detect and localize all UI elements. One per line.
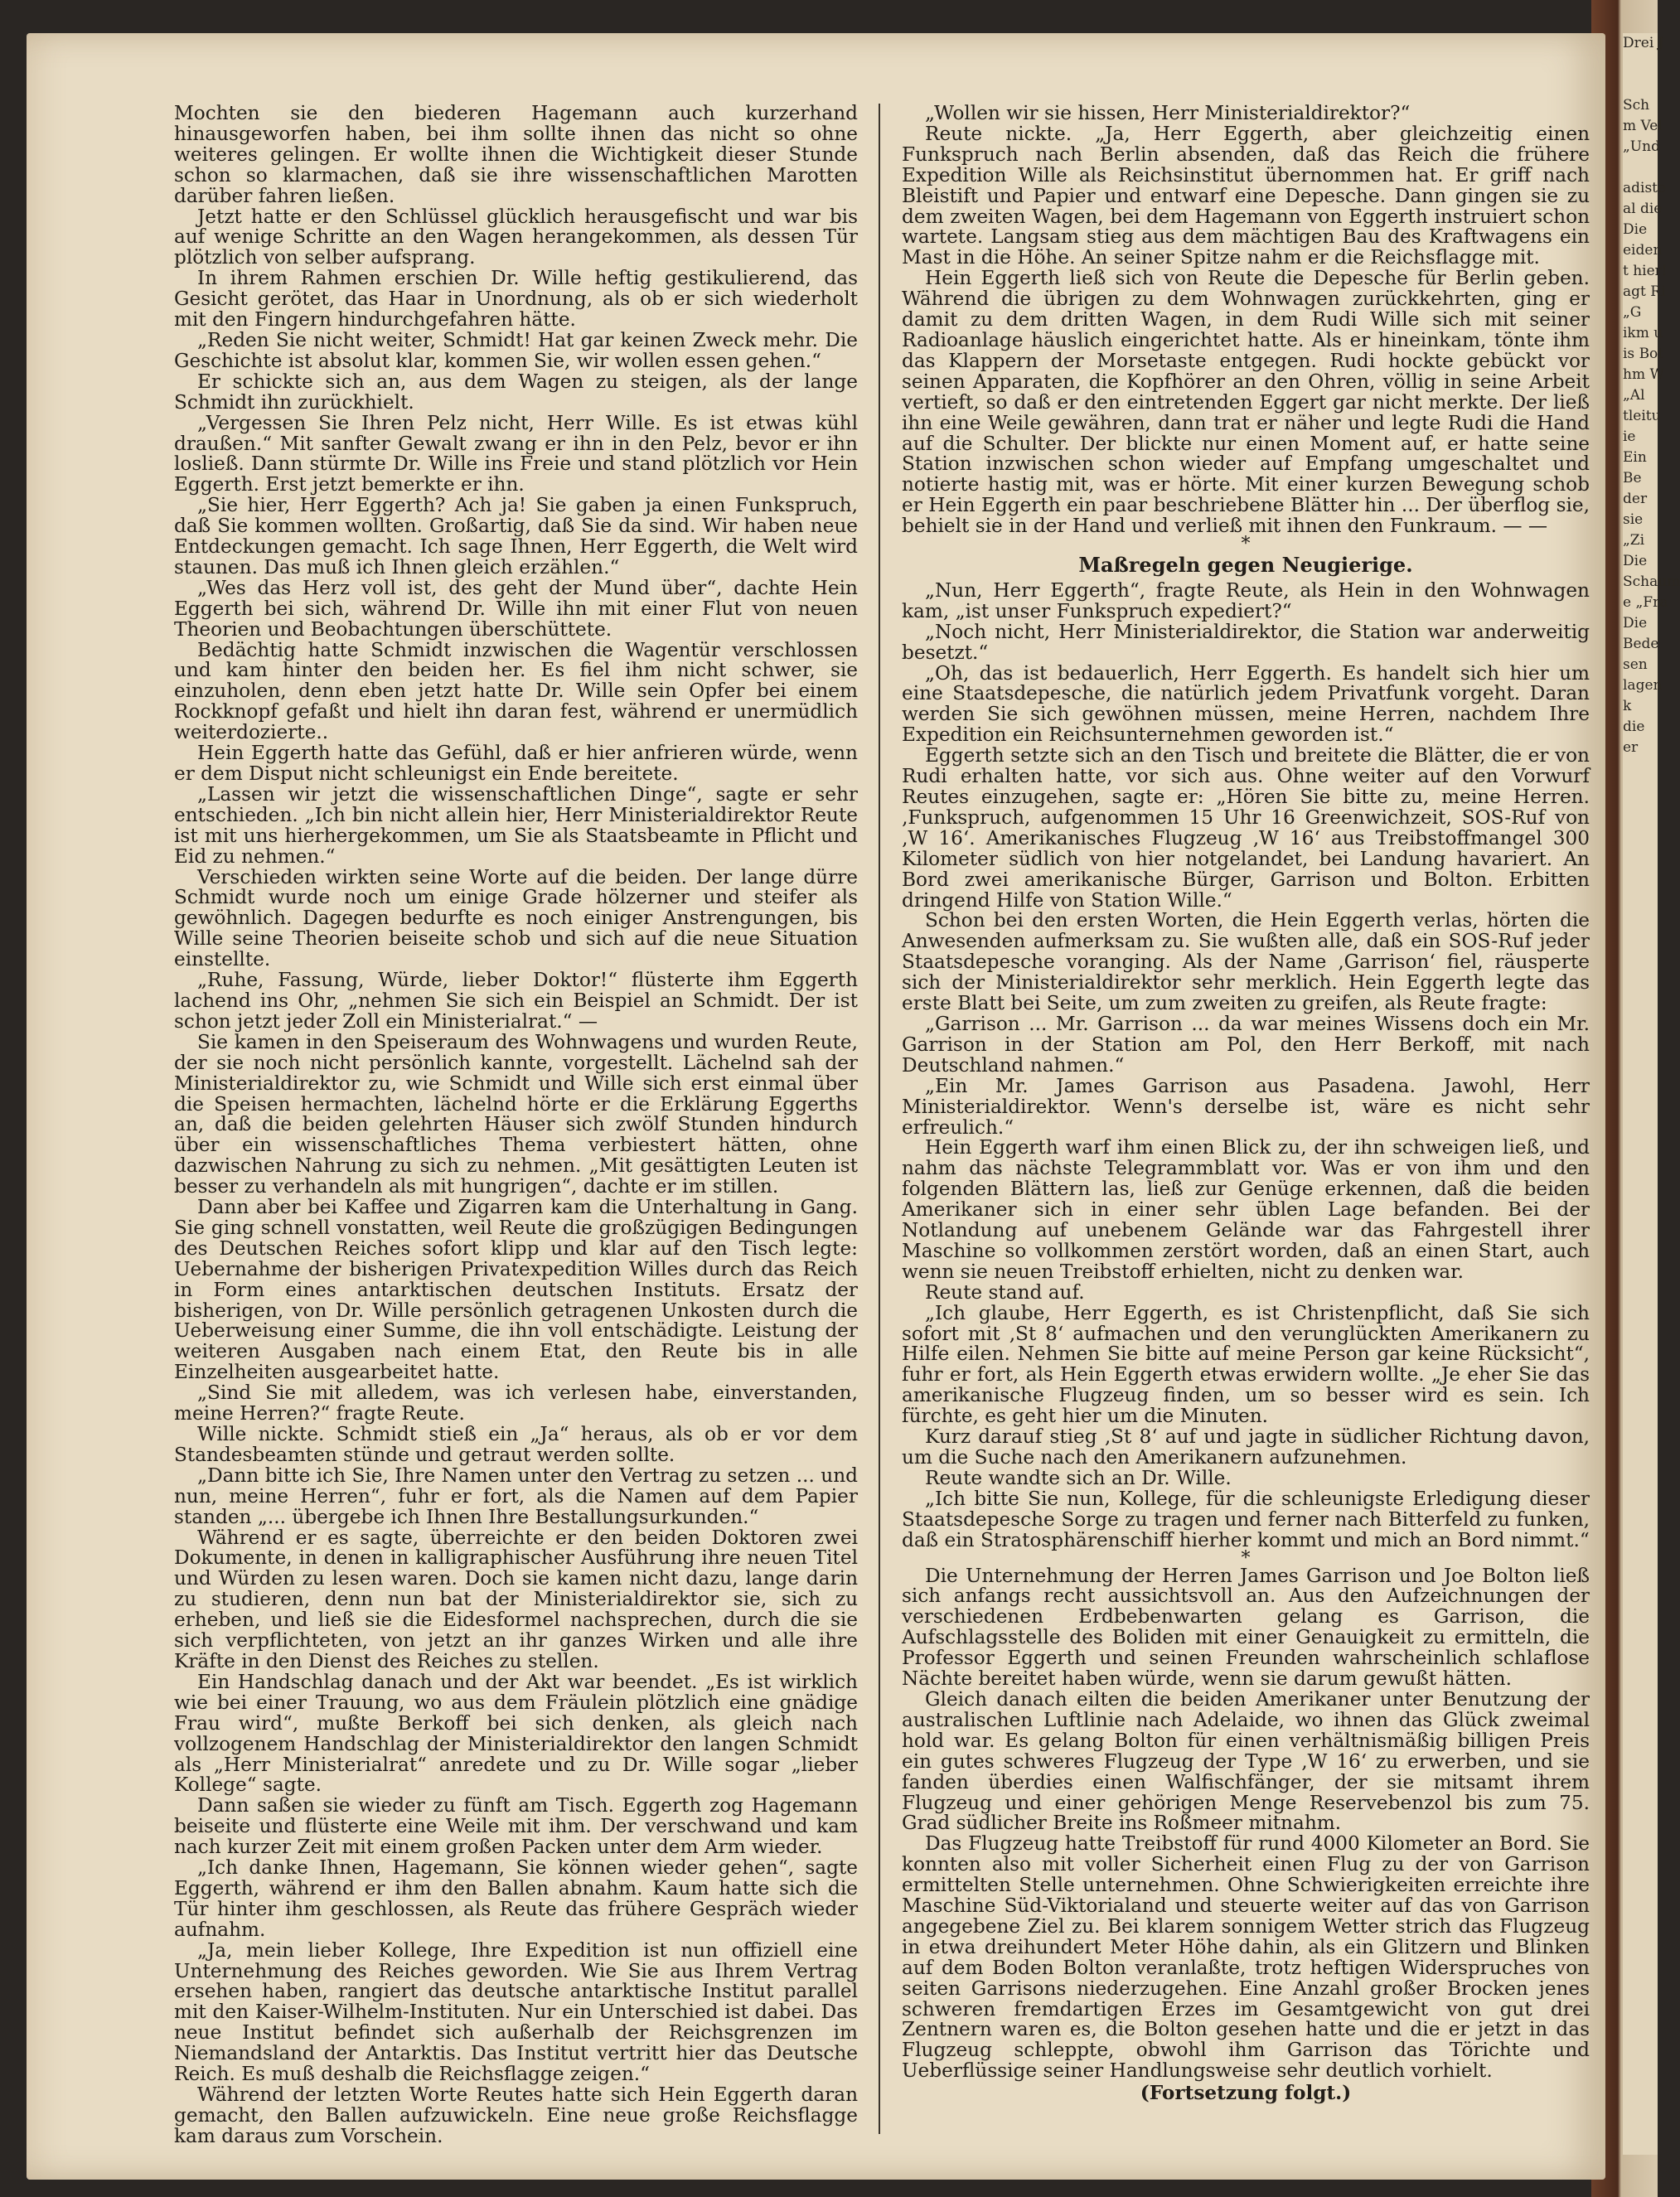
paragraph: Ein Handschlag danach und der Akt war beendet. „Es ist wirklich wie bei einer Trauung, wo aus dem Fräulein plötzlich eine gnädige Frau wird“, mußte Berkoff bei sich denken, als gleich nach vollzogenem Handschlag der Ministerialdirektor den langen Schmidt als „Herr Ministerialrat“ anredete und zu Dr. Wille sogar „lieber Kollege“ sagte.: [174, 1670, 858, 1797]
paragraph: „Reden Sie nicht weiter, Schmidt! Hat gar keinen Zweck mehr. Die Geschichte ist absolut klar, kommen Sie, wir wollen essen gehen.“: [174, 328, 858, 372]
paragraph: Bedächtig hatte Schmidt inzwischen die Wagentür verschlossen und kam hinter den beiden her. Es fiel ihm nicht schwer, sie einzuholen, denn eben jetzt hatte Dr. Wille sein Opfer bei einem Rockknopf gefaßt und hielt ihn daran fest, während er unermüdlich weiterdozierte..: [174, 638, 858, 744]
adjacent-page-fragment-line: Ein: [1623, 449, 1647, 466]
paragraph: „Ich bitte Sie nun, Kollege, für die schleunigste Erledigung dieser Staatsdepesche Sorge zu tragen und ferner nach Bitterfeld zu funken, daß ein Stratosphärenschiff hierher kommt und mich an Bord nimmt.“: [902, 1487, 1590, 1551]
paragraph: In ihrem Rahmen erschien Dr. Wille heftig gestikulierend, das Gesicht gerötet, das Haar in Unordnung, als ob er sich wiederholt mit den Fingern hindurchgefahren hätte.: [174, 267, 858, 331]
paragraph: Reute stand auf.: [925, 1280, 1085, 1304]
adjacent-page-fragment-line: is Bot: [1623, 346, 1664, 362]
paragraph: Eggerth setzte sich an den Tisch und breitete die Blätter, die er von Rudi erhalten hatte, vor sich aus. Ohne weiter auf den Vorwurf Reutes einzugehen, sagte er: „Hören Sie bitte zu, meine Herren. ‚Funkspruch, aufgenommen 15 Uhr 16 Greenwichzeit, SOS-Ruf von ‚W 16‘. Amerikanisches Flugzeug ‚W 16‘ aus Treibstoffmangel 300 Kilometer südlich von hier notgelandet, bei Landung havariert. An Bord zwei amerikanische Bürger, Garrison und Bolton. Erbitten dringend Hilfe von Station Wille.“: [902, 744, 1590, 912]
adjacent-page-fragment-line: [1623, 75, 1658, 95]
adjacent-page-fragment-line: sen: [1623, 656, 1648, 673]
adjacent-page-fragment-line: „G: [1623, 304, 1642, 321]
adjacent-page-fragment-line: [1623, 54, 1658, 75]
adjacent-page-fragment-line: er: [1623, 739, 1639, 756]
adjacent-page-fragment-line: [1623, 157, 1658, 178]
adjacent-page-fragment-line: Schaum: [1623, 573, 1680, 590]
right-text-column: [902, 104, 1590, 2104]
adjacent-page-fragment-line: m Vel: [1623, 118, 1663, 134]
paragraph: „Ich danke Ihnen, Hagemann, Sie können wieder gehen“, sagte Eggerth, während er ihm den Ballen abnahm. Kaum hatte sich die Tür hinter ihm geschlossen, als Reute das frühere Gespräch wieder aufnahm.: [174, 1856, 858, 1941]
adjacent-page-fragment-line: Bede: [1623, 636, 1659, 652]
adjacent-page-fragment-line: adiste: [1623, 180, 1667, 196]
paragraph: „Garrison ... Mr. Garrison ... da war meines Wissens doch ein Mr. Garrison in der Station am Pol, den Herr Berkoff, mit nach Deutschland nahmen.“: [902, 1012, 1590, 1077]
paragraph: Während er es sagte, überreichte er den beiden Doktoren zwei Dokumente, in denen in kalligraphischer Ausführung ihre neuen Titel und Würden zu lesen waren. Doch sie kamen nicht dazu, lange darin zu studieren, denn nun bat der Ministerialdirektor sie, sich zu erheben, und ließ sie die Eidesformel nachsprechen, durch die sie sich verpflichteten, von jetzt an ihr ganzes Wirken und alle ihre Kräfte in den Dienst des Reiches zu stellen.: [174, 1526, 858, 1672]
paragraph: Während der letzten Worte Reutes hatte sich Hein Eggerth daran gemacht, den Ballen aufzuwickeln. Eine neue große Reichsflagge kam daraus zum Vorschein.: [174, 2083, 858, 2147]
paragraph: Wille nickte. Schmidt stieß ein „Ja“ heraus, als ob er vor dem Standesbeamten stünde und getraut werden sollte.: [174, 1423, 858, 1466]
paragraph: Reute nickte. „Ja, Herr Eggerth, aber gleichzeitig einen Funkspruch nach Berlin absenden, daß das Reich die frühere Expedition Wille als Reichsinstitut übernommen hat. Er griff nach Bleistift und Papier und entwarf eine Depesche. Dann gingen sie zu dem zweiten Wagen, bei dem Hagemann von Eggerth instruiert schon wartete. Langsam stieg aus dem mächtigen Bau des Kraftwagens ein Mast in die Höhe. An seiner Spitze nahm er die Reichsflagge mit.: [902, 122, 1590, 269]
adjacent-page-fragment-line: Die: [1623, 553, 1648, 569]
paragraph: Hein Eggerth hatte das Gefühl, daß er hier anfrieren würde, wenn er dem Disput nicht schleunigst ein Ende bereitete.: [174, 742, 858, 785]
right-column-section-3: [902, 1566, 1590, 2083]
adjacent-page-fragment-line: „Zi: [1623, 532, 1645, 549]
paragraph: Jetzt hatte er den Schlüssel glücklich herausgefischt und war bis auf wenige Schritte an den Wagen herangekommen, als dessen Tür plötzlich von selber aufsprang.: [174, 205, 858, 269]
adjacent-page-fragment-line: hm W: [1623, 366, 1664, 383]
adjacent-page-fragment-line: „Al: [1623, 387, 1645, 404]
paragraph: Hein Eggerth warf ihm einen Blick zu, der ihn schweigen ließ, und nahm das nächste Telegrammblatt vor. Was er von ihm und den folgenden Blättern las, ließ zur Genüge erkennen, daß die beiden Amerikaner sich in einer sehr üblen Lage befanden. Bei der Notlandung auf unebenem Gelände war das Fahrgestell ihrer Maschine so vollkommen zerstört worden, daß an einen Start, auch wenn sie neuen Treibstoff erhielten, nicht zu denken war.: [902, 1136, 1590, 1283]
adjacent-page-fragment-line: ikm u: [1623, 325, 1663, 341]
paragraph: Mochten sie den biederen Hagemann auch kurzerhand hinausgeworfen haben, bei ihm sollte ihnen das nicht so ohne weiteres gelingen. Er wollte ihnen die Wichtigkeit dieser Stunde schon so klarmachen, daß sie ihre wissenschaftlichen Marotten darüber fahren ließen.: [174, 102, 858, 207]
adjacent-page-fragment-line: der: [1623, 491, 1648, 507]
paragraph: „Lassen wir jetzt die wissenschaftlichen Dinge“, sagte er sehr entschieden. „Ich bin nicht allein hier, Herr Ministerialdirektor Reute ist mit uns hierhergekommen, um Sie als Staatsbeamte in Pflicht und Eid zu nehmen.“: [174, 782, 858, 868]
paragraph: Verschieden wirkten seine Worte auf die beiden. Der lange dürre Schmidt wurde noch um einige Grade hölzerner und steifer als gewöhnlich. Dagegen bedurfte es noch einiger Anstrengungen, bis Wille seine Theorien beiseite schob und sich auf die neue Situation einstellte.: [174, 865, 858, 971]
adjacent-page-fragment-line: Be: [1623, 470, 1642, 486]
paragraph: „Noch nicht, Herr Ministerialdirektor, die Station war anderweitig besetzt.“: [902, 620, 1590, 664]
adjacent-page-fragment-line: Die: [1623, 221, 1648, 238]
paragraph: Reute wandte sich an Dr. Wille.: [925, 1466, 1232, 1489]
paragraph: „Nun, Herr Eggerth“, fragte Reute, als Hein in den Wohnwagen kam, „ist unser Funkspruch expediert?“: [902, 578, 1590, 622]
adjacent-page-fragment-line: al die: [1623, 201, 1663, 217]
paragraph: Hein Eggerth ließ sich von Reute die Depesche für Berlin geben. Während die übrigen zu dem Wohnwagen zurückkehrten, ging er damit zu dem dritten Wagen, in dem Rudi Wille sich mit seiner Radioanlage häuslich eingerichtet hatte. Als er hineinkam, tönte ihm das Klappern der Morsetaste entgegen. Rudi hockte gebückt vor seinen Apparaten, die Kopfhörer an den Ohren, völlig in seine Arbeit vertieft, so daß er den eintretenden Eggert gar nicht merkte. Der ließ ihn eine Weile gewähren, dann trat er näher und legte Rudi die Hand auf die Schulter. Der blickte nur einen Moment auf, er hatte seine Station inzwischen schon wieder auf Empfang umgeschaltet und notierte hastig mit, was er hörte. Mit einer kurzen Bewegung schob er Hein Eggerth ein paar beschriebene Blätter hin ... Der überflog sie, behielt sie in der Hand und verließ mit ihnen den Funkraum. — —: [902, 267, 1590, 538]
paragraph: Sie kamen in den Speiseraum des Wohnwagens und wurden Reute, der sie noch nicht persönlich kannte, vorgestellt. Lächelnd sah der Ministerialdirektor zu, wie Schmidt und Wille sich erst einmal über die Speisen hermachten, lächelnd hörte er die Erklärung Eggerths an, daß die beiden gelehrten Häuser sich zwölf Stunden hindurch über ein wissenschaftliches Thema verbiestert hätten, ohne dazwischen Nahrung zu sich zu nehmen. „Mit gesättigten Leuten ist besser zu verhandeln als mit hungrigen“, dachte er im stillen.: [174, 1030, 858, 1198]
section-marker: *: [1241, 534, 1251, 555]
adjacent-page-fragment-line: lagen: [1623, 677, 1663, 694]
paragraph: Die Unternehmung der Herren James Garrison und Joe Bolton ließ sich anfangs recht aussichtsvoll an. Aus den Aufzeichnungen der verschiedenen Erdbebenwarten gelang es Garrison, die Aufschlagsstelle des Boliden mit einer Genauigkeit zu ermitteln, die Professor Eggerth und seinen Freunden wahrscheinlich schlaflose Nächte bereitet haben würde, wenn sie darum gewußt hätten.: [902, 1564, 1590, 1691]
paragraph: „Wollen wir sie hissen, Herr Ministerialdirektor?“: [925, 102, 1411, 124]
adjacent-page-fragment-line: eiden: [1623, 242, 1663, 259]
paragraph: Dann saßen sie wieder zu fünft am Tisch. Eggerth zog Hagemann beiseite und flüsterte eine Weile mit ihm. Der verschwand und kam nach kurzer Zeit mit einem großen Packen unter dem Arm wieder.: [174, 1794, 858, 1859]
adjacent-page-fragment-line: sie: [1623, 511, 1644, 528]
paragraph: Kurz darauf stieg ‚St 8‘ auf und jagte in südlicher Richtung davon, um die Suche nach den Amerikanern aufzunehmen.: [902, 1425, 1590, 1469]
paragraph: „Oh, das ist bedauerlich, Herr Eggerth. Es handelt sich hier um eine Staatsdepesche, die natürlich jedem Privatfunk vorgeht. Daran werden Sie sich gewöhnen müssen, meine Herren, nachdem Ihre Expedition ein Reichsunternehmen geworden ist.“: [902, 661, 1590, 747]
paragraph: „Ja, mein lieber Kollege, Ihre Expedition ist nun offiziell eine Unternehmung des Reiches geworden. Wie Sie aus Ihrem Vertrag ersehen haben, rangiert das deutsche antarktische Institut parallel mit den Kaiser-Wilhelm-Instituten. Nur ein Unterschied ist dabei. Das neue Institut befindet sich außerhalb der Reichsgrenzen im Niemandsland der Antarktis. Das Institut vertritt hier das Deutsche Reich. Es muß deshalb die Reichsflagge zeigen.“: [174, 1938, 858, 2086]
adjacent-page-fragment-line: agt Ri: [1623, 283, 1666, 300]
adjacent-page-fragment-line: t hier!: [1623, 263, 1668, 279]
paragraph: „Dann bitte ich Sie, Ihre Namen unter den Vertrag zu setzen ... und nun, meine Herren“, fuhr er fort, als die Namen auf dem Papier standen „... übergebe ich Ihnen Ihre Bestallungsurkunden.“: [174, 1464, 858, 1528]
adjacent-page-fragment-line: die: [1623, 719, 1645, 735]
adjacent-page-fragment-line: Drei J: [1623, 35, 1664, 51]
continuation-note: (Fortsetzung folgt.): [1140, 2082, 1352, 2105]
adjacent-page-fragment-line: k: [1623, 698, 1632, 714]
adjacent-page-fragment-line: „Und: [1623, 138, 1660, 155]
right-column-section-2: [902, 578, 1590, 1551]
paragraph: „Sie hier, Herr Eggerth? Ach ja! Sie gaben ja einen Funkspruch, daß Sie kommen wollten. Großartig, daß Sie da sind. Wir haben neue Entdeckungen gemacht. Ich sage Ihnen, Herr Eggerth, die Welt wird staunen. Das muß ich Ihnen gleich erzählen.“: [174, 494, 858, 578]
paragraph: Gleich danach eilten die beiden Amerikaner unter Benutzung der australischen Luftlinie nach Adelaide, wo ihnen das Glück zweimal hold war. Es gelang Bolton für einen verhältnismäßig billigen Preis ein gutes schweres Flugzeug der Type ‚W 16‘ zu erwerben, und sie fanden überdies einen Walfischfänger, der sie mitsamt ihrem Flugzeug und einer gehörigen Menge Reservebenzol bis zum 75. Grad südlicher Breite ins Roßmeer mitnahm.: [902, 1687, 1590, 1835]
adjacent-page-fragment: [1623, 33, 1680, 2155]
paragraph: „Sind Sie mit alledem, was ich verlesen habe, einverstanden, meine Herren?“ fragte Reute.: [174, 1382, 858, 1425]
paragraph: „Wes das Herz voll ist, des geht der Mund über“, dachte Hein Eggerth bei sich, während Dr. Wille ihn mit einer Flut von neuen Theorien und Beobachtungen überschüttete.: [174, 576, 858, 641]
adjacent-page-fragment-line: Sch: [1623, 97, 1650, 114]
adjacent-page-fragment-line: Die: [1623, 615, 1648, 632]
section-marker-2: *: [1241, 1547, 1251, 1569]
adjacent-page-fragment-line: e „Fra: [1623, 594, 1668, 611]
paragraph: „Vergessen Sie Ihren Pelz nicht, Herr Wille. Es ist etwas kühl draußen.“ Mit sanfter Gewalt zwang er ihn in den Pelz, bevor er ihn losließ. Dann stürmte Dr. Wille ins Freie und stand plötzlich vor Hein Eggerth. Erst jetzt bemerkte er ihn.: [174, 411, 858, 496]
paragraph: Schon bei den ersten Worten, die Hein Eggerth verlas, hörten die Anwesenden aufmerksam zu. Sie wußten alle, daß ein SOS-Ruf jeder Staatsdepesche voranging. Als der Name ‚Garrison‘ fiel, räusperte sich der Ministerialdirektor sehr merklich. Hein Eggerth legte das erste Blatt bei Seite, um zum zweiten zu greifen, als Reute fragte:: [902, 909, 1590, 1015]
paragraph: „Ich glaube, Herr Eggerth, es ist Christenpflicht, daß Sie sich sofort mit ‚St 8‘ aufmachen und den verunglückten Amerikanern zu Hilfe eilen. Nehmen Sie bitte auf meine Person gar keine Rücksicht“, fuhr er fort, als Hein Eggerth etwas erwidern wollte. „Je eher Sie das amerikanische Flugzeug finden, um so besser wird es sein. Ich fürchte, es geht hier um die Minuten.: [902, 1301, 1590, 1428]
adjacent-page-fragment-line: tleitu: [1623, 408, 1661, 424]
paragraph: Er schickte sich an, aus dem Wagen zu steigen, als der lange Schmidt ihn zurückhielt.: [174, 370, 858, 414]
adjacent-page-text: [1623, 33, 1680, 758]
paragraph: „Ruhe, Fassung, Würde, lieber Doktor!“ flüsterte ihm Eggerth lachend ins Ohr, „nehmen Sie sich ein Beispiel an Schmidt. Der ist schon jetzt jeder Zoll ein Ministerialrat.“ —: [174, 969, 858, 1033]
adjacent-page-fragment-line: ie: [1623, 428, 1636, 445]
section-heading: Maßregeln gegen Neugierige.: [1078, 553, 1413, 578]
right-column-section-1: [902, 104, 1590, 537]
column-divider: [879, 104, 880, 2134]
paragraph: „Ein Mr. James Garrison aus Pasadena. Jawohl, Herr Ministerialdirektor. Wenn's derselbe ist, wäre es nicht sehr erfreulich.“: [902, 1074, 1590, 1139]
paragraph: Das Flugzeug hatte Treibstoff für rund 4000 Kilometer an Bord. Sie konnten also mit voller Sicherheit einen Flug zu der von Garrison ermittelten Stelle unternehmen. Ohne Schwierigkeiten erreichte ihre Maschine Süd-Viktorialand und steuerte weiter auf das von Garrison angegebene Ziel zu. Bei klarem sonnigem Wetter strich das Flugzeug in etwa dreihundert Meter Höhe dahin, als ein Glitzern und Blinken auf dem Boden Bolton veranlaßte, trotz heftigen Widerspruches von seiten Garrisons niederzugehen. Eine Anzahl großer Brocken jenes schweren fremdartigen Erzes im Gesamtgewicht von gut drei Zentnern waren es, die Bolton gesehen hatte und die er jetzt in das Flugzeug schleppte, obwohl ihm Garrison das Törichte und Ueberflüssige seiner Handlungsweise sehr deutlich vorhielt.: [902, 1832, 1590, 2083]
paragraph: Dann aber bei Kaffee und Zigarren kam die Unterhaltung in Gang. Sie ging schnell vonstatten, weil Reute die großzügigen Bedingungen des Deutschen Reiches sofort klipp und klar auf den Tisch legte: Uebernahme der bisherigen Privatexpedition Willes durch das Reich in Form eines antarktischen deutschen Instituts. Ersatz der bisherigen, von Dr. Wille persönlich getragenen Unkosten durch die Ueberweisung einer Summe, die ihn voll entschädigte. Leistung der weiteren Ausgaben nach einem Etat, den Reute bis in alle Einzelheiten ausgearbeitet hatte.: [174, 1196, 858, 1384]
left-text-column: [174, 104, 858, 2147]
